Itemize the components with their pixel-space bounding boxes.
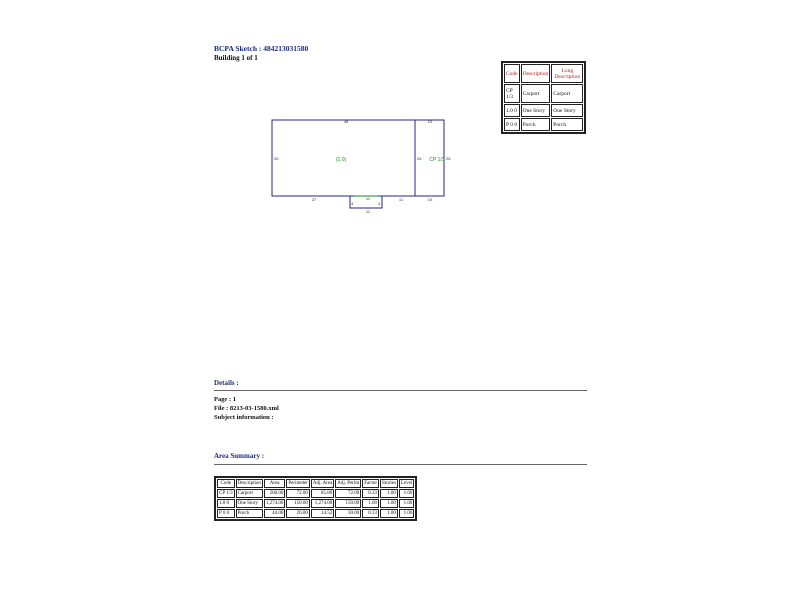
dim-left: 26 [274, 156, 279, 161]
sketch-title: BCPA Sketch : 484213031580 [214, 44, 309, 53]
summary-cell: 1,274.00 [265, 501, 284, 506]
legend-row [504, 84, 583, 103]
legend-long-description: Carport [551, 84, 583, 103]
legend-row [504, 118, 583, 131]
summary-cell: 1.00 [362, 499, 379, 508]
legend-description: Carport [521, 84, 551, 103]
summary-cell: 150.00 [335, 499, 361, 508]
summary-cell: 1.0 0 [217, 499, 235, 508]
dim-porch-right: 4 [378, 201, 381, 206]
summary-header: Adj. Area [312, 481, 333, 486]
dim-bottom-left: 27 [311, 197, 317, 202]
summary-cell: 26.00 [286, 509, 309, 518]
legend-description: One Story [521, 104, 551, 117]
building-label: Building 1 of 1 [214, 54, 258, 62]
dim-porch-bottom: 11 [365, 209, 371, 214]
summary-row [217, 489, 414, 498]
summary-cell: 72.00 [286, 489, 309, 498]
summary-cell: 30.00 [335, 509, 361, 518]
legend-code: CP 1/3 [504, 84, 520, 103]
carport-area-label: CP 1/3 [429, 157, 445, 163]
dim-porch-left: 4 [351, 201, 354, 206]
summary-header: Factor [364, 481, 378, 486]
summary-cell: 14.52 [311, 509, 334, 518]
main-area-label: (1.0) [335, 157, 347, 163]
details-subject: Subject information : [214, 414, 274, 421]
summary-header: Adj. Perim [337, 481, 360, 486]
summary-header: Level [400, 481, 413, 486]
legend-code: 1.0 0 [504, 104, 520, 117]
summary-cell: One Story [236, 499, 263, 508]
dim-porch-top: 11 [365, 196, 371, 201]
summary-cell: P 0 0 [217, 509, 235, 518]
summary-cell: 1,274.00 [311, 499, 334, 508]
details-divider [214, 390, 587, 391]
legend-long-description: One Story [551, 104, 583, 117]
summary-cell: 260.00 [264, 489, 286, 498]
summary-cell: 0.33 [362, 489, 379, 498]
summary-cell: 150.00 [286, 499, 309, 508]
area-summary-divider [214, 464, 587, 465]
summary-cell: 1.00 [380, 509, 398, 518]
details-file: File : 8213-03-1580.xml [214, 405, 279, 412]
summary-header: Description [237, 481, 261, 486]
summary-row [217, 499, 414, 508]
dim-bottom-right: 10 [427, 197, 433, 202]
dim-mid: 26 [417, 156, 422, 161]
summary-cell: Carport [236, 489, 263, 498]
details-title: Details : [214, 379, 239, 387]
summary-cell: Porch [236, 509, 263, 518]
dim-bottom-mid: 11 [398, 197, 404, 202]
legend-description: Porch [521, 118, 551, 131]
summary-cell: 1.00 [399, 509, 414, 518]
summary-cell: 0.33 [362, 509, 379, 518]
building-sketch [262, 112, 462, 218]
summary-header-row [217, 479, 414, 488]
summary-cell: 1.00 [380, 499, 398, 508]
summary-header: Code [217, 479, 235, 488]
legend-header-description: Description [521, 64, 551, 83]
summary-header: Area [264, 479, 286, 488]
summary-header: Stories [382, 481, 396, 486]
summary-cell: 1.00 [399, 499, 414, 508]
summary-cell: 44.00 [264, 509, 286, 518]
summary-cell: CP 1/3 [219, 491, 233, 496]
summary-cell: 72.00 [335, 489, 361, 498]
legend-header-code: Code [504, 64, 520, 83]
legend-table [501, 61, 586, 134]
dim-top: 48 [343, 119, 349, 124]
legend-header-row [504, 64, 583, 83]
summary-cell: 1.00 [380, 489, 398, 498]
area-summary-table [214, 476, 417, 521]
summary-row [217, 509, 414, 518]
dim-top-right: 10 [427, 119, 433, 124]
legend-header-long-description: Long Description [551, 64, 583, 83]
legend-long-description: Porch [551, 118, 583, 131]
details-page: Page : 1 [214, 396, 237, 403]
summary-cell: 1.00 [399, 489, 414, 498]
summary-header: Perimeter [288, 481, 308, 486]
area-summary-title: Area Summary : [214, 452, 265, 460]
legend-code: P 0 0 [504, 118, 520, 131]
summary-cell: 85.80 [311, 489, 334, 498]
legend-row [504, 104, 583, 117]
dim-right: 26 [446, 156, 451, 161]
